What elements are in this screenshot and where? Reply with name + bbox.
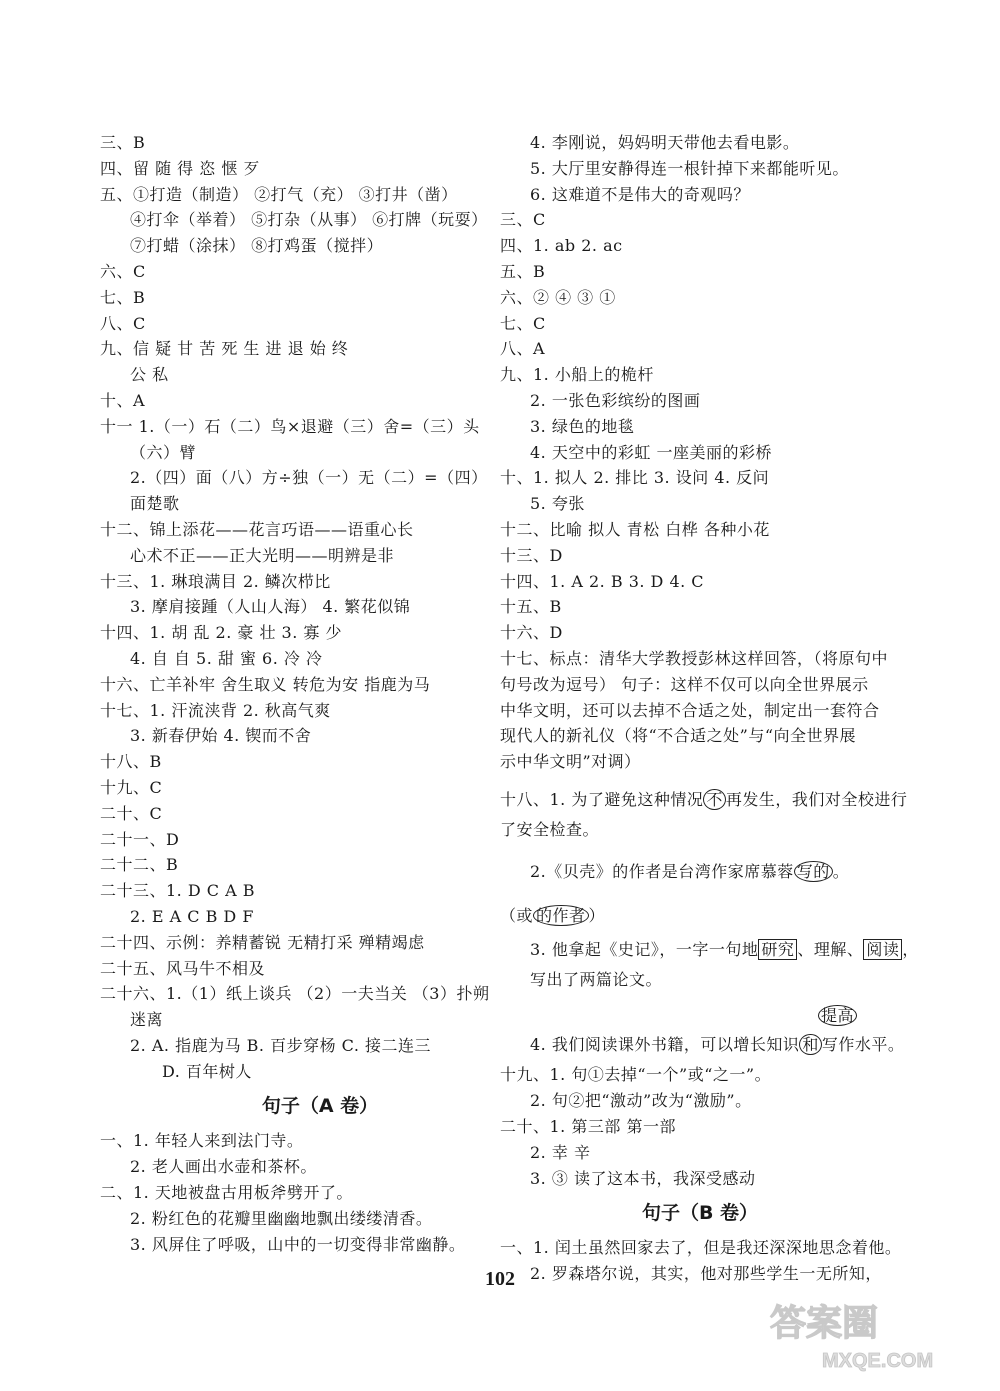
answer-line: 八、A — [500, 339, 546, 359]
annot-line — [500, 933, 919, 967]
answer-line: 十六、亡羊补牢 舍生取义 转危为安 指鹿为马 — [100, 674, 431, 694]
answer-line: 句号改为逗号） 句子：这样不仅可以向全世界展示 — [500, 674, 869, 694]
answer-line: 十九、1. 句①去掉“一个”或“之一”。 — [500, 1065, 772, 1085]
answer-line: 2. 粉红色的花瓣里幽幽地飘出缕缕清香。 — [130, 1208, 433, 1228]
text: 了安全检查。 — [500, 819, 600, 839]
answer-line: 4. 天空中的彩虹 一座美丽的彩桥 — [530, 442, 772, 462]
answer-line: 十二、比喻 拟人 青松 白桦 各种小花 — [500, 519, 770, 539]
inserted-word: 提高 — [818, 1005, 857, 1026]
answer-line: 十七、标点：清华大学教授彭林这样回答，（将原句中 — [500, 648, 889, 668]
watermark-main: 答案圈 — [770, 1302, 879, 1343]
answer-line: 2. 罗森塔尔说，其实，他对那些学生一无所知， — [530, 1264, 882, 1284]
answer-line: 七、B — [100, 287, 146, 307]
boxed-word: 研究 — [758, 939, 797, 960]
answer-line: 公 私 — [130, 365, 169, 385]
answer-line: 2. E A C B D F — [130, 906, 254, 926]
annot-line — [500, 967, 900, 993]
answer-line: 十一 1.（一）石（二）鸟×退避（三）舍=（三）头 — [100, 416, 480, 436]
answer-line: 十二、锦上添花——花言巧语——语重心长 — [100, 519, 414, 539]
answer-line: 二十、1. 第三部 第一部 — [500, 1116, 676, 1136]
answer-line: 十、1. 拟人 2. 排比 3. 设问 4. 反问 — [500, 468, 770, 488]
answer-line: 八、C — [100, 313, 146, 333]
section-heading-a: 句子（A 卷） — [261, 1095, 379, 1118]
answer-line: 五、①打造（制造） ②打气（充） ③打井（凿） — [100, 184, 458, 204]
answer-line: ④打伞（举着） ⑤打杂（从事） ⑥打牌（玩耍） — [130, 210, 488, 230]
answer-line: 一、1. 闰土虽然回家去了，但是我还深深地思念着他。 — [500, 1238, 902, 1258]
answer-line: 现代人的新礼仪（将“不合适之处”与“向全世界展 — [500, 726, 857, 746]
answer-line: 2. A. 指鹿为马 B. 百步穿杨 C. 接二连三 — [130, 1035, 432, 1055]
left-answer-lines-2 — [100, 1128, 540, 1257]
answer-line: 十三、D — [500, 545, 563, 565]
circled-word: 的作者 — [533, 905, 589, 926]
answer-line: 十、A — [100, 390, 146, 410]
text: 4. 我们阅读课外书籍，可以增长知识 — [530, 1035, 800, 1055]
answer-line: 九、1. 小船上的桅杆 — [500, 365, 654, 385]
answer-line: 3. 绿色的地毯 — [530, 416, 635, 436]
answer-line: 十六、D — [500, 623, 563, 643]
boxed-word: 阅读 — [863, 939, 902, 960]
answer-line: 中华文明，还可以去掉不合适之处，制定出一套符合 — [500, 700, 880, 720]
answer-line: 七、C — [500, 313, 546, 333]
circled-word: 写的 — [794, 861, 833, 882]
answer-line: 面楚歌 — [130, 494, 180, 514]
left-answer-lines — [100, 130, 540, 1084]
text: 、理解、 — [797, 939, 864, 959]
annot-line — [500, 783, 908, 817]
text: 写出了两篇论文。 — [530, 969, 663, 989]
text: 2.《贝壳》的作者是台湾作家席慕蓉 — [530, 861, 794, 881]
answer-line: 二十四、示例：养精蓄锐 无精打采 殚精竭虑 — [100, 932, 425, 952]
annot-line — [500, 899, 900, 933]
answer-line: 4. 自 自 5. 甜 蜜 6. 冷 冷 — [130, 648, 323, 668]
answer-line: D. 百年树人 — [162, 1061, 252, 1081]
watermark-sub: MXQE.COM — [822, 1350, 934, 1372]
text: ， — [902, 939, 919, 959]
answer-line: 5. 夸张 — [530, 494, 585, 514]
answer-line: 四、1. ab 2. ac — [500, 236, 623, 256]
answer-line: 二十三、1. D C A B — [100, 881, 255, 901]
answer-line: 3. ③ 读了这本书，我深受感动 — [530, 1168, 756, 1188]
text: ） — [588, 905, 606, 925]
annot-line — [500, 817, 900, 843]
right-answer-lines — [500, 130, 900, 775]
answer-line: ⑦打蜡（涂抹） ⑧打鸡蛋（搅拌） — [130, 236, 384, 256]
answer-line: 四、留 随 得 恣 惬 歹 — [100, 158, 260, 178]
circled-word: 和 — [799, 1034, 822, 1055]
revision-answers — [500, 783, 919, 1062]
answer-line: 三、B — [100, 133, 146, 152]
text: 再发生，我们对全校进行 — [725, 789, 908, 809]
answer-line: 3. 新春伊始 4. 锲而不舍 — [130, 726, 312, 746]
answer-line: 2. 句②把“激动”改为“激励”。 — [530, 1091, 752, 1111]
section-heading-b: 句子（B 卷） — [641, 1202, 759, 1225]
answer-line: 示中华文明”对调） — [500, 752, 641, 772]
answer-line: 2.（四）面（八）方÷独（一）无（二）=（四） — [130, 468, 488, 488]
answer-line: 2. 老人画出水壶和茶杯。 — [130, 1157, 317, 1177]
answer-line: 十七、1. 汗流浃背 2. 秋高气爽 — [100, 700, 331, 720]
page-number: 102 — [485, 1268, 515, 1290]
text: 3. 他拿起《史记》，一字一句地 — [530, 939, 759, 959]
circled-word: 不 — [703, 789, 726, 810]
text: 写作水平。 — [821, 1035, 905, 1055]
answer-line: （六）臂 — [130, 442, 197, 462]
right-answer-lines-3 — [500, 1062, 900, 1191]
answer-line: 迷离 — [130, 1010, 164, 1030]
right-column — [500, 130, 919, 1287]
answer-line: 二十一、D — [100, 829, 180, 849]
answer-line: 十四、1. 胡 乱 2. 豪 壮 3. 寡 少 — [100, 623, 342, 643]
answer-line: 二十、C — [100, 803, 163, 823]
answer-line: 2. 幸 辛 — [530, 1142, 591, 1162]
left-column — [100, 130, 540, 1257]
annot-line — [500, 855, 900, 889]
answer-line: 二十二、B — [100, 855, 179, 875]
answer-line: 3. 摩肩接踵（人山人海） 4. 繁花似锦 — [130, 597, 411, 617]
text: （或 — [500, 905, 534, 925]
answer-line: 三、C — [500, 210, 546, 230]
answer-line: 5. 大厅里安静得连一根针掉下来都能听见。 — [530, 158, 849, 178]
annot-line — [500, 1028, 905, 1062]
text: 十八、1. 为了避免这种情况 — [500, 789, 704, 809]
watermark-logo — [762, 1295, 972, 1373]
answer-line: 十四、1. A 2. B 3. D 4. C — [500, 571, 705, 591]
insertion-note — [500, 1003, 900, 1029]
answer-line: 九、信 疑 甘 苦 死 生 进 退 始 终 — [100, 339, 349, 359]
answer-line: 十三、1. 琳琅满目 2. 鳞次栉比 — [100, 571, 331, 591]
text: 。 — [832, 861, 850, 881]
answer-line: 一、1. 年轻人来到法门寺。 — [100, 1131, 304, 1151]
answer-line: 4. 李刚说，妈妈明天带他去看电影。 — [530, 133, 800, 152]
answer-line: 六、② ④ ③ ① — [500, 287, 616, 307]
answer-line: 3. 风屏住了呼吸，山中的一切变得非常幽静。 — [130, 1234, 466, 1254]
answer-line: 6. 这难道不是伟大的奇观吗？ — [530, 184, 750, 204]
answer-line: 2. 一张色彩缤纷的图画 — [530, 390, 701, 410]
answer-line: 二十六、1.（1）纸上谈兵 （2）一夫当关 （3）扑朔 — [100, 984, 490, 1004]
answer-line: 二十五、风马牛不相及 — [100, 958, 266, 978]
answer-line: 十八、B — [100, 752, 162, 772]
answer-line: 二、1. 天地被盘古用板斧劈开了。 — [100, 1183, 353, 1203]
answer-line: 十九、C — [100, 777, 163, 797]
answer-line: 心术不正——正大光明——明辨是非 — [130, 545, 395, 565]
answer-line: 五、B — [500, 261, 546, 281]
answer-line: 十五、B — [500, 597, 562, 617]
answer-line: 六、C — [100, 261, 146, 281]
